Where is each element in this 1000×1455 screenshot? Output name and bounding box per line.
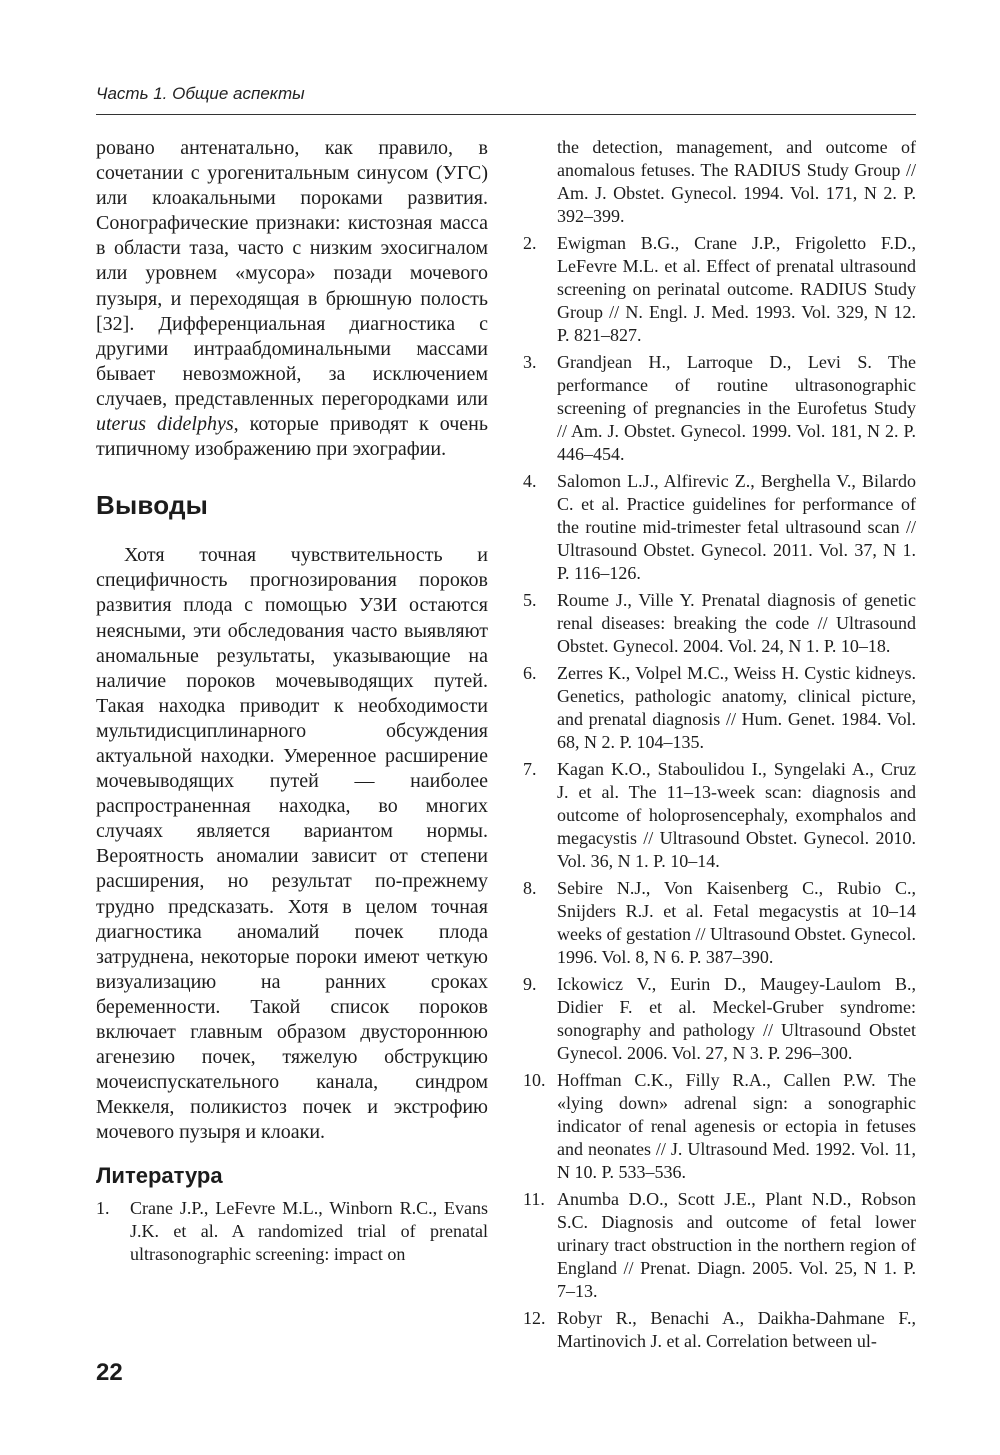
body-paragraph xyxy=(96,136,488,462)
header-rule xyxy=(96,114,916,115)
reference-number: 8. xyxy=(523,878,537,898)
reference-item xyxy=(523,232,916,347)
reference-number: 2. xyxy=(523,233,537,253)
paragraph-text: ровано антенатально, как правило, в сочетании с урогенитальным синусом (УГС) или клоакальными пороками развития. Сонографические признаки: кистозная масса в области таза, часто с низким эхосигналом или уровнем «мусора» позади мочевого пузыря, и переходящая в брюшную полость [32]. Дифференциальная диагностика с другими интраабдоминальными массами бывает невозможной, за исключением случаев, представленных перегородками или xyxy=(96,137,488,410)
reference-text: Ickowicz V., Eurin D., Maugey-Laulom B., Didier F. et al. Meckel-Gruber syndrome: sonography and pathology // Ultrasound Obstet Gynecol. 2006. Vol. 27, N 3. P. 296–300. xyxy=(557,974,916,1063)
reference-text: Sebire N.J., Von Kaisenberg C., Rubio C., Snijders R.J. et al. Fetal megacystis at 10–14 weeks of gestation // Ultrasound Obstet. Gynecol. 1996. Vol. 8, N 6. P. 387–390. xyxy=(557,878,916,967)
italic-term: uterus didelphys xyxy=(96,413,234,436)
right-column xyxy=(523,136,916,1357)
reference-number: 7. xyxy=(523,759,537,779)
reference-text: Ewigman B.G., Crane J.P., Frigoletto F.D., LeFevre M.L. et al. Effect of prenatal ultrasound screening on perinatal outcome. RADIUS Study Group // N. Engl. J. Med. 1993. Vol. 329, N 12. P. 821–827. xyxy=(557,233,916,345)
reference-text: Crane J.P., LeFevre M.L., Winborn R.C., Evans J.K. et al. A randomized trial of prenatal ultrasonographic screening: impact on xyxy=(130,1198,488,1265)
reference-item xyxy=(523,1307,916,1353)
reference-text: Grandjean H., Larroque D., Levi S. The performance of routine ultrasonographic screening of pregnancies in the Eurofetus Study // Am. J. Obstet. Gynecol. 1999. Vol. 181, N 2. P. 446–454. xyxy=(557,352,916,464)
reference-text: Hoffman C.K., Filly R.A., Callen P.W. The «lying down» adrenal sign: a sonographic indicator of renal agenesis or ectopia in fetuses and neonates // J. Ultrasound Med. 1992. Vol. 11, N 10. P. 533–536. xyxy=(557,1070,916,1182)
running-header: Часть 1. Общие аспекты xyxy=(96,84,305,103)
reference-continuation xyxy=(523,136,916,228)
reference-text: Robyr R., Benachi A., Daikha-Dahmane F., Martinovich J. et al. Correlation between ul- xyxy=(557,1308,916,1351)
page-number: 22 xyxy=(96,1359,123,1386)
reference-item xyxy=(523,351,916,466)
reference-item xyxy=(523,758,916,873)
reference-item xyxy=(523,1188,916,1303)
reference-item xyxy=(523,589,916,658)
reference-number: 12. xyxy=(523,1308,546,1328)
reference-number: 10. xyxy=(523,1070,546,1090)
reference-text: the detection, management, and outcome of anomalous fetuses. The RADIUS Study Group // Am. J. Obstet. Gynecol. 1994. Vol. 171, N 2. P. 392–399. xyxy=(557,137,916,226)
references-heading: Литература xyxy=(96,1163,223,1189)
conclusions-heading: Выводы xyxy=(96,490,209,521)
reference-list-right xyxy=(523,136,916,1353)
reference-item xyxy=(96,1197,488,1266)
reference-number: 4. xyxy=(523,471,537,491)
reference-text: Anumba D.O., Scott J.E., Plant N.D., Robson S.C. Diagnosis and outcome of fetal lower urinary tract obstruction in the northern region of England // Prenat. Diagn. 2005. Vol. 25, N 1. P. 7–13. xyxy=(557,1189,916,1301)
reference-item xyxy=(523,470,916,585)
reference-text: Salomon L.J., Alfirevic Z., Berghella V., Bilardo C. et al. Practice guidelines for performance of the routine mid-trimester fetal ultrasound scan // Ultrasound Obstet. Gynecol. 2011. Vol. 37, N 1. P. 116–126. xyxy=(557,471,916,583)
reference-item xyxy=(523,662,916,754)
reference-number: 6. xyxy=(523,663,537,683)
reference-number: 5. xyxy=(523,590,537,610)
reference-text: Roume J., Ville Y. Prenatal diagnosis of genetic renal diseases: breaking the code // Ultrasound Obstet. Gynecol. 2004. Vol. 24, N 1. P. 10–18. xyxy=(557,590,916,656)
reference-item xyxy=(523,877,916,969)
reference-number: 9. xyxy=(523,974,537,994)
reference-list-left xyxy=(96,1197,488,1266)
reference-text: Kagan K.O., Staboulidou I., Syngelaki A., Cruz J. et al. The 11–13-week scan: diagnosis and outcome of holoprosencephaly, exomphalos and megacystis // Ultrasound Obstet. Gynecol. 2010. Vol. 36, N 1. P. 10–14. xyxy=(557,759,916,871)
reference-item xyxy=(523,973,916,1065)
reference-number: 1. xyxy=(96,1198,110,1219)
reference-text: Zerres K., Volpel M.C., Weiss H. Cystic kidneys. Genetics, pathologic anatomy, clinical picture, and prenatal diagnosis // Hum. Genet. 1984. Vol. 68, N 2. P. 104–135. xyxy=(557,663,916,752)
left-column xyxy=(96,136,488,1270)
reference-item xyxy=(523,1069,916,1184)
reference-number: 11. xyxy=(523,1189,545,1209)
conclusions-paragraph: Хотя точная чувствительность и специфичность прогнозирования пороков развития плода с помощью УЗИ остаются неясными, эти обследования часто выявляют аномальные результаты, указывающие на наличие пороков мочевыводящих путей. Такая находка приводит к необходимости мультидисциплинарного обсуждения актуальной находки. Умеренное расширение мочевыводящих путей — наиболее распространенная находка, во многих случаях является вариантом нормы. Вероятность аномалии зависит от степени расширения, но результат по-прежнему трудно предсказать. Хотя в целом точная диагностика аномалий почек плода затруднена, некоторые пороки имеют четкую визуализацию на ранних сроках беременности. Такой список пороков включает главным образом двустороннюю агенезию почек, тяжелую обструкцию мочеиспускательного канала, синдром Меккеля, поликистоз почек и экстрофию мочевого пузыря и клоаки. xyxy=(96,544,488,1144)
reference-number: 3. xyxy=(523,352,537,372)
paragraph-text-end: , которые приводят к очень типичному изображению при эхографии. xyxy=(96,413,488,461)
